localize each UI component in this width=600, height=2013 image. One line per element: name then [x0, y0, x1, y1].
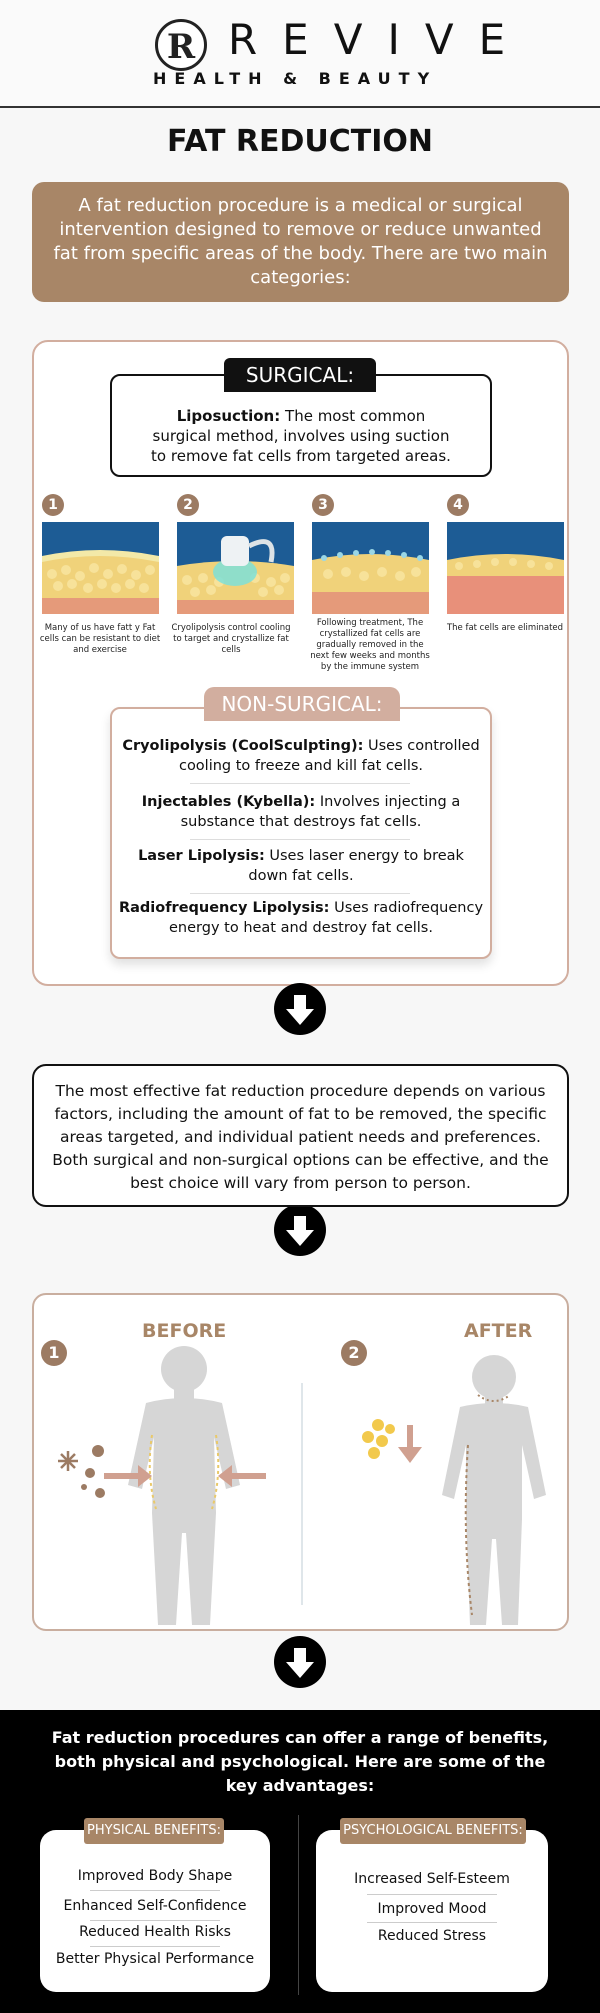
divider — [90, 1920, 220, 1921]
page-title: FAT REDUCTION — [167, 124, 433, 159]
down-arrow-icon — [274, 983, 326, 1035]
step-3-illustration — [312, 522, 429, 614]
step-caption: Cryolipolysis control cooling to target and crystallize fat cells — [171, 623, 291, 655]
non-surgical-item — [118, 898, 484, 938]
benefit-item: Better Physical Performance — [55, 1951, 255, 1967]
step-number: 1 — [42, 494, 64, 516]
logo-mark — [155, 19, 207, 71]
benefit-item: Improved Mood — [377, 1901, 487, 1917]
non-surgical-tag: NON-SURGICAL: — [204, 687, 400, 721]
benefits-intro: Fat reduction procedures can offer a range of benefits, both physical and psychological. Here are some of the key advantages: — [51, 1728, 549, 1795]
before-after-card — [32, 1293, 569, 1631]
item-text: Involves injecting a substance that destroys fat cells. — [180, 794, 461, 830]
logo-letter: R — [166, 27, 196, 67]
divider — [190, 839, 410, 840]
surgical-text: The most common surgical method, involves using suction to remove fat cells from targeted areas. — [151, 407, 451, 465]
psychological-benefits-tag: PSYCHOLOGICAL BENEFITS: — [340, 1818, 526, 1844]
step-caption: Many of us have fatt y Fat cells can be resistant to diet and exercise — [39, 623, 161, 655]
benefit-item: Reduced Stress — [377, 1928, 487, 1944]
divider — [367, 1894, 497, 1895]
brand-tagline: HEALTH & BEAUTY — [153, 69, 438, 88]
item-text: Uses radiofrequency energy to heat and destroy fat cells. — [169, 900, 484, 936]
benefit-item: Reduced Health Risks — [79, 1924, 231, 1940]
surgical-heading: Liposuction: — [176, 407, 281, 425]
after-number: 2 — [341, 1340, 367, 1366]
step-number: 2 — [177, 494, 199, 516]
step-number: 3 — [312, 494, 334, 516]
intro-banner: A fat reduction procedure is a medical or surgical intervention designed to remove or reduce unwanted fat from specific areas of the body. There are two main categories: — [32, 182, 569, 302]
item-text: Uses laser energy to break down fat cells. — [248, 848, 464, 884]
physical-benefits-tag: PHYSICAL BENEFITS: — [84, 1818, 224, 1844]
down-arrow-icon — [274, 1204, 326, 1256]
benefit-item: Increased Self-Esteem — [354, 1871, 510, 1887]
non-surgical-item — [118, 736, 484, 776]
item-heading: Laser Lipolysis: — [138, 848, 265, 864]
summary-card: The most effective fat reduction procedure depends on various factors, including the amount of fat to be removed, the specific areas targeted, and individual patient needs and preferences. Both surgical and non-surgical options can be effective, and the best choice will vary from person to person. — [32, 1064, 569, 1207]
before-label: BEFORE — [142, 1320, 227, 1342]
divider — [190, 783, 410, 784]
divider — [367, 1922, 497, 1923]
down-arrow-icon — [274, 1636, 326, 1688]
vertical-divider — [298, 1815, 299, 1995]
surgical-tag: SURGICAL: — [224, 358, 376, 392]
item-heading: Cryolipolysis (CoolSculpting): — [122, 738, 364, 754]
item-heading: Radiofrequency Lipolysis: — [118, 900, 330, 916]
step-number: 4 — [447, 494, 469, 516]
step-2-illustration — [177, 522, 294, 614]
step-caption: Following treatment, The crystallized fat cells are gradually removed in the next few weeks and months by the immune system — [310, 618, 430, 672]
step-4-illustration — [447, 522, 564, 614]
benefit-item: Enhanced Self-Confidence — [63, 1898, 247, 1914]
before-number: 1 — [41, 1340, 67, 1366]
brand-name: REVIVE — [228, 15, 531, 64]
step-1-illustration — [42, 522, 159, 614]
item-heading: Injectables (Kybella): — [141, 794, 316, 810]
non-surgical-item — [118, 792, 484, 832]
divider — [90, 1890, 220, 1891]
after-label: AFTER — [464, 1320, 533, 1342]
divider — [90, 1946, 220, 1947]
divider — [190, 893, 410, 894]
site-header — [0, 0, 600, 108]
item-text: Uses controlled cooling to freeze and kill fat cells. — [178, 738, 480, 774]
step-caption: The fat cells are eliminated — [446, 623, 564, 633]
non-surgical-item — [118, 846, 484, 886]
benefit-item: Improved Body Shape — [77, 1868, 233, 1884]
